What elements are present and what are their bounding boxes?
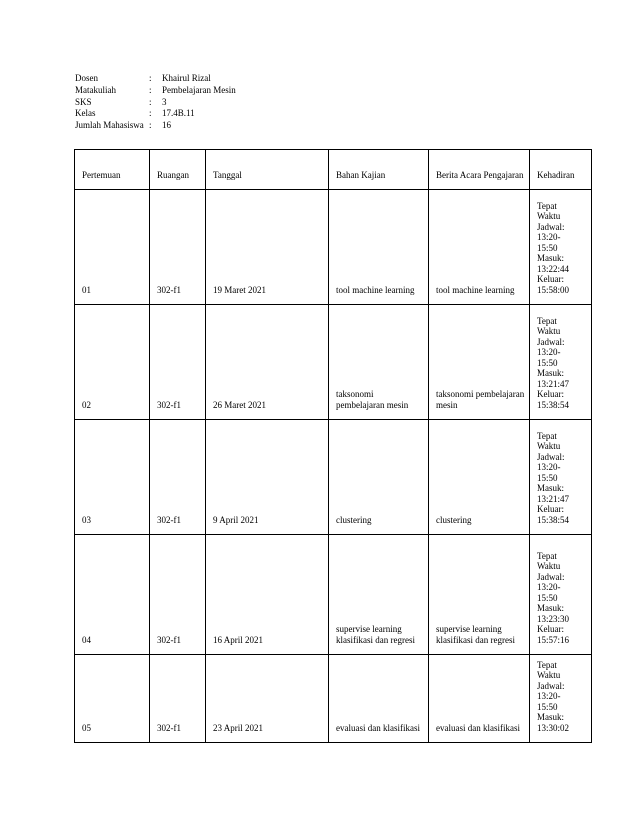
info-label: Matakuliah [75,84,116,95]
cell-tanggal: 19 Maret 2021 [206,190,329,305]
cell-kehadiran: Tepat Waktu Jadwal: 13:20- 15:50 Masuk: 13:22:44 Keluar: 15:58:00 [530,190,592,305]
info-row-dosen [75,73,236,85]
table-row [75,535,592,655]
table-row [75,655,592,743]
header-berita-acara: Berita Acara Pengajaran [429,150,530,190]
cell-kehadiran: Tepat Waktu Jadwal: 13:20- 15:50 Masuk: 13:21:47 Keluar: 15:38:54 [530,305,592,420]
table-header-row [75,150,592,190]
cell-ruangan: 302-f1 [150,190,206,305]
cell-pertemuan: 02 [75,305,150,420]
info-row-matakuliah [75,85,236,97]
cell-bahan-kajian: taksonomi pembelajaran mesin [329,305,429,420]
info-label: Jumlah Mahasiswa [75,120,144,131]
cell-berita-acara: clustering [429,420,530,535]
cell-tanggal: 16 April 2021 [206,535,329,655]
info-value: 17.4B.11 [162,108,195,119]
cell-berita-acara: taksonomi pembelajaran mesin [429,305,530,420]
cell-kehadiran: Tepat Waktu Jadwal: 13:20- 15:50 Masuk: 13:30:02 [530,655,592,743]
info-label: Kelas [75,108,96,119]
cell-kehadiran: Tepat Waktu Jadwal: 13:20- 15:50 Masuk: 13:21:47 Keluar: 15:38:54 [530,420,592,535]
info-label: SKS [75,96,92,107]
cell-pertemuan: 05 [75,655,150,743]
info-row-sks [75,97,236,109]
cell-kehadiran: Tepat Waktu Jadwal: 13:20- 15:50 Masuk: 13:23:30 Keluar: 15:57:16 [530,535,592,655]
header-ruangan: Ruangan [150,150,206,190]
cell-ruangan: 302-f1 [150,535,206,655]
cell-pertemuan: 01 [75,190,150,305]
cell-bahan-kajian: supervise learning klasifikasi dan regresi [329,535,429,655]
cell-berita-acara: evaluasi dan klasifikasi [429,655,530,743]
course-info [75,73,236,132]
info-value: Khairul Rizal [162,73,211,83]
attendance-table [74,149,592,743]
cell-bahan-kajian: evaluasi dan klasifikasi [329,655,429,743]
cell-tanggal: 26 Maret 2021 [206,305,329,420]
cell-ruangan: 302-f1 [150,305,206,420]
header-tanggal: Tanggal [206,150,329,190]
info-colon: : [149,84,152,95]
header-pertemuan: Pertemuan [75,150,150,190]
table-row [75,305,592,420]
header-kehadiran: Kehadiran [530,150,592,190]
cell-bahan-kajian: clustering [329,420,429,535]
cell-pertemuan: 04 [75,535,150,655]
cell-berita-acara: tool machine learning [429,190,530,305]
info-label: Dosen [75,73,98,83]
cell-pertemuan: 03 [75,420,150,535]
table-row [75,420,592,535]
cell-berita-acara: supervise learning klasifikasi dan regresi [429,535,530,655]
header-bahan-kajian: Bahan Kajian [329,150,429,190]
info-value: Pembelajaran Mesin [162,84,236,95]
cell-ruangan: 302-f1 [150,655,206,743]
cell-ruangan: 302-f1 [150,420,206,535]
info-colon: : [149,108,152,119]
info-row-kelas [75,108,236,120]
info-row-jumlah-mahasiswa [75,120,236,132]
info-colon: : [149,96,152,107]
info-value: 3 [162,96,167,107]
info-colon: : [149,73,152,83]
cell-tanggal: 23 April 2021 [206,655,329,743]
info-value: 16 [162,120,171,131]
table-row [75,190,592,305]
cell-bahan-kajian: tool machine learning [329,190,429,305]
info-colon: : [149,120,152,131]
cell-tanggal: 9 April 2021 [206,420,329,535]
